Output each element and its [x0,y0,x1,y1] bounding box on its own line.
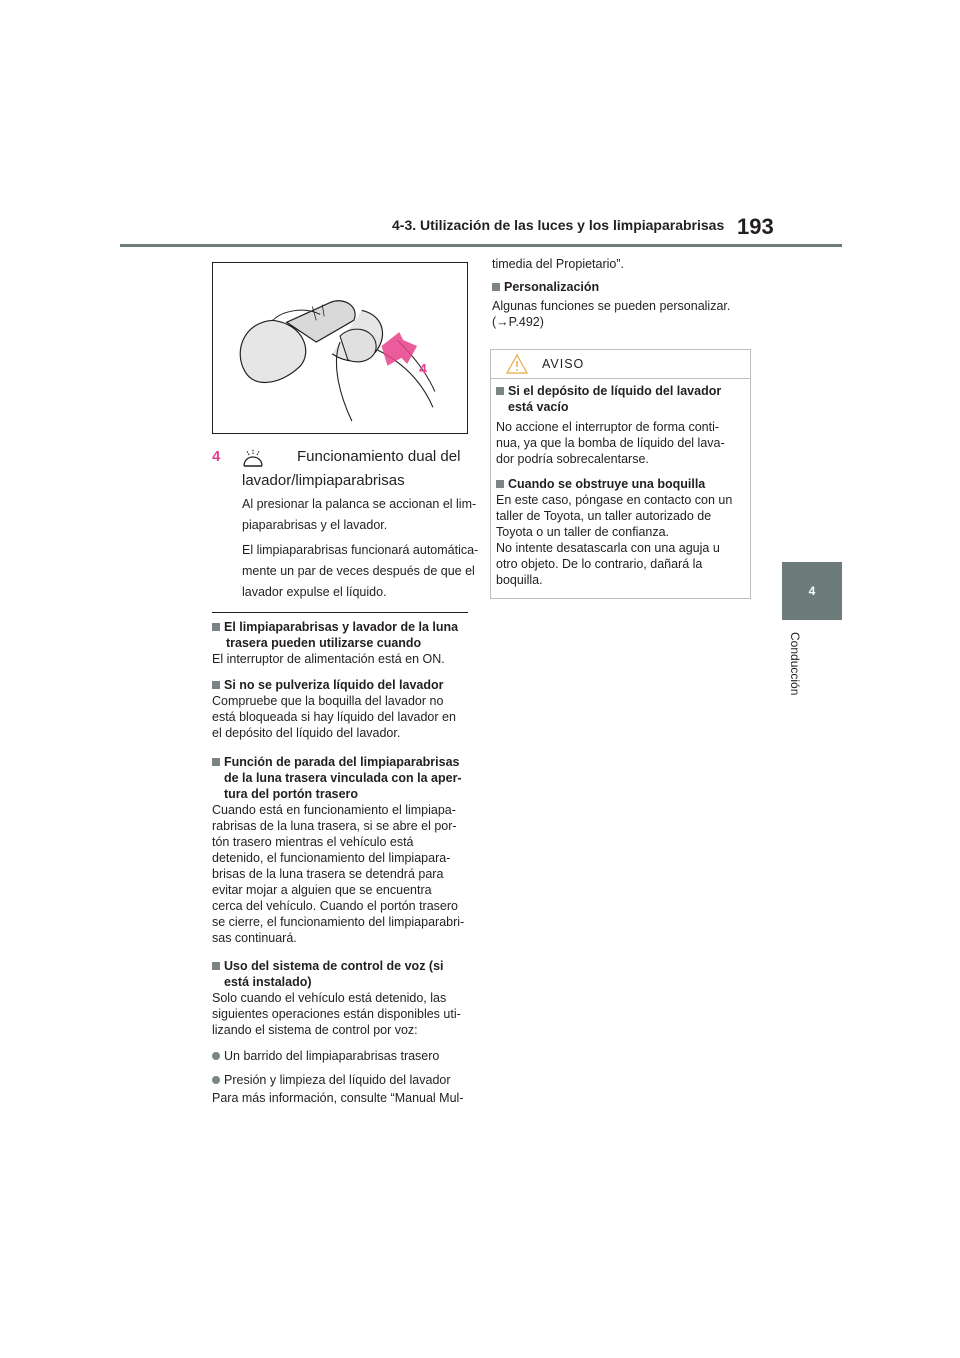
note-body-line: cerca del vehículo. Cuando el portón trasero [212,899,458,913]
chapter-number: 4 [808,584,816,598]
note-section-2 [212,677,472,741]
note-body-line: el depósito del líquido del lavador. [212,726,401,740]
note-body-line: se cierre, el funcionamiento del limpiaparabri- [212,915,465,929]
note-body-line: sas continuará. [212,931,297,945]
bullet-item: Presión y limpieza del líquido del lavador [212,1072,472,1088]
lever-illustration [212,262,468,434]
step-title-line-1: Funcionamiento dual del [297,448,461,465]
section-title: 4-3. Utilización de las luces y los limpiaparabrisas [392,217,725,233]
note-body-line: Solo cuando el vehículo está detenido, las [212,991,447,1005]
note-body-line: rabrisas de la luna trasera, si se abre el por- [212,819,457,833]
warning-body-line: Toyota o un taller de confianza. [496,525,670,539]
square-bullet-icon [492,283,500,291]
warning-section-1 [496,383,746,467]
figure-callout: 4 [419,360,427,377]
note-section-1 [212,619,472,667]
note-section-3 [212,754,472,946]
chapter-label-text: Conducción [788,632,802,696]
personalizacion-heading: Personalización [492,279,752,295]
note-heading: Función de parada del limpiaparabrisas [212,754,472,770]
square-bullet-icon [212,758,220,766]
page-reference-link[interactable]: (→P.492) [492,315,544,329]
warning-heading: Si el depósito de líquido del lavador [496,383,746,399]
step-number: 4 [212,448,221,465]
warning-body-line: En este caso, póngase en contacto con un [496,493,733,507]
warning-body-line: otro objeto. De lo contrario, dañará la [496,557,703,571]
warning-title: AVISO [542,357,585,371]
warning-section-2 [496,476,746,588]
warning-heading: Cuando se obstruye una boquilla [496,476,746,492]
note-body-line: brisas de la luna trasera se detendrá para [212,867,444,881]
note-heading-cont: de la luna trasera vinculada con la aper- [224,771,462,785]
warning-body-line: dor podría sobrecalentarse. [496,452,649,466]
note-heading-cont: está instalado) [224,975,312,989]
note-section-4 [212,958,472,1038]
warning-body-line: boquilla. [496,573,543,587]
note-body-line: Compruebe que la boquilla del lavador no [212,694,444,708]
note-body-line: está bloqueada si hay líquido del lavador en [212,710,456,724]
warning-body-line: taller de Toyota, un taller autorizado de [496,509,712,523]
text-line: piaparabrisas y el lavador. [242,518,388,532]
warning-body-line: No intente desatascarla con una aguja u [496,541,720,555]
square-bullet-icon [212,962,220,970]
text-line: mente un par de veces después de que el [242,564,475,578]
round-bullet-icon [212,1052,220,1060]
text-line: El limpiaparabrisas funcionará automática- [242,543,479,557]
warning-body-line: nua, ya que la bomba de líquido del lava- [496,436,725,450]
warning-body-line: No accione el interruptor de forma conti- [496,420,720,434]
note-body: El interruptor de alimentación está en ON. [212,652,445,666]
header-rule [120,244,842,247]
chapter-label [774,632,814,712]
note-heading-cont: trasera pueden utilizarse cuando [226,636,422,650]
note-body-line: lizando el sistema de control por voz: [212,1023,418,1037]
square-bullet-icon [496,480,504,488]
note-body-line: siguientes operaciones están disponibles uti- [212,1007,461,1021]
note-heading-cont: tura del portón trasero [224,787,359,801]
warning-triangle-icon [506,354,528,374]
note-heading: El limpiaparabrisas y lavador de la luna [212,619,472,635]
text-line: lavador expulse el líquido. [242,585,387,599]
step-title-line-2: lavador/limpiaparabrisas [242,472,405,489]
note-heading: Si no se pulveriza líquido del lavador [212,677,472,693]
note-body-line: Cuando está en funcionamiento el limpiapa- [212,803,456,817]
washer-wiper-icon [241,446,265,468]
continuation-text: timedia del Propietario”. [492,257,625,271]
note-body-line: detenido, el funcionamiento del limpiapara- [212,851,451,865]
section-divider [212,612,468,613]
personalizacion-body: Algunas funciones se pueden personalizar. [492,299,731,313]
round-bullet-icon [212,1076,220,1084]
hand-pushing-lever-drawing [213,263,467,433]
warning-box-divider [491,378,750,379]
square-bullet-icon [212,681,220,689]
warning-heading-cont: está vacío [508,400,569,414]
square-bullet-icon [496,387,504,395]
closing-line: Para más información, consulte “Manual Mul- [212,1091,464,1105]
note-body-line: tón trasero mientras el vehículo está [212,835,414,849]
text-line: Al presionar la palanca se accionan el lim- [242,497,477,511]
note-heading: Uso del sistema de control de voz (si [212,958,472,974]
chapter-tab [782,562,842,620]
page-number: 193 [737,214,774,239]
note-body-line: evitar mojar a alguien que se encuentra [212,883,432,897]
square-bullet-icon [212,623,220,631]
step-description [242,494,482,603]
bullet-item: Un barrido del limpiaparabrisas trasero [212,1048,472,1064]
